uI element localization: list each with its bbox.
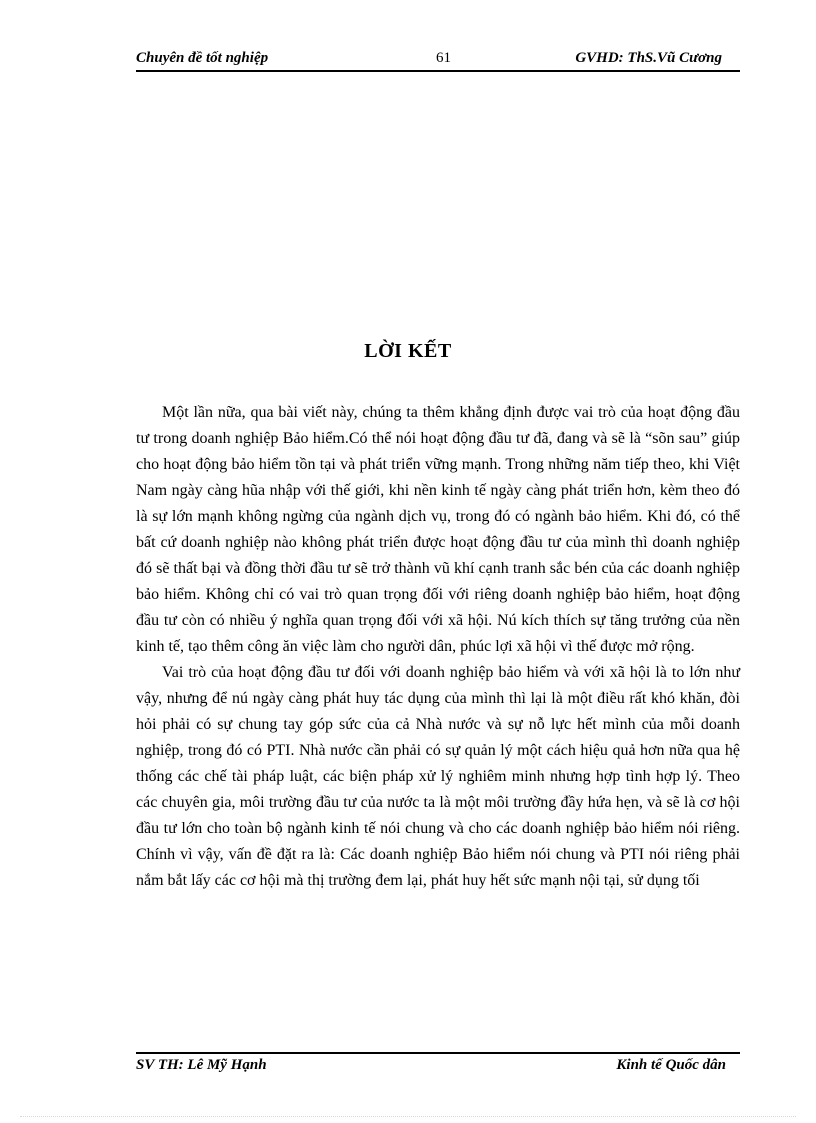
page-number: 61 xyxy=(436,50,451,66)
footer-student: SV TH: Lê Mỹ Hạnh xyxy=(136,1057,267,1073)
paragraph-2: Vai trò của hoạt động đầu tư đối với doanh nghiệp bảo hiểm và với xã hội là to lớn như vậy, nhưng để nú ngày càng phát huy tác dụng của mình thì lại là một điều rất khó khăn, đòi hỏi phải có sự chung tay góp sức của cả Nhà nước và sự nỗ lực hết mình của mỗi doanh nghiệp, trong đó có PTI. Nhà nước cần phải có sự quản lý một cách hiệu quả hơn nữa qua hệ thống các chế tài pháp luật, các biện pháp xử lý nghiêm minh nhưng hợp tình hợp lý. Theo các chuyên gia, môi trường đầu tư của nước ta là một môi trường đầy hứa hẹn, và sẽ là cơ hội đầu tư lớn cho toàn bộ ngành kinh tế nói chung và cho các doanh nghiệp bảo hiểm nói riêng. Chính vì vậy, vấn đề đặt ra là: Các doanh nghiệp Bảo hiểm nói chung và PTI nói riêng phải nắm bắt lấy các cơ hội mà thị trường đem lại, phát huy hết sức mạnh nội tại, sử dụng tối xyxy=(136,664,740,889)
page-header xyxy=(136,48,740,72)
footer-university: Kinh tế Quốc dân xyxy=(616,1057,726,1073)
section-title: LỜI KẾT xyxy=(364,340,452,362)
page-edge-divider xyxy=(20,1116,796,1117)
header-supervisor: GVHD: ThS.Vũ Cương xyxy=(575,50,722,66)
paragraph-1: Một lần nữa, qua bài viết này, chúng ta thêm khẳng định được vai trò của hoạt động đầu tư trong doanh nghiệp Bảo hiểm.Có thể nói hoạt động đầu tư đã, đang và sẽ là “sõn sau” giúp cho hoạt động bảo hiểm tồn tại và phát triển vững mạnh. Trong những năm tiếp theo, khi Việt Nam ngày càng hũa nhập với thế giới, khi nền kinh tế ngày càng phát triển hơn, kèm theo đó là sự lớn mạnh không ngừng của ngành dịch vụ, trong đó có ngành bảo hiểm. Khi đó, có thể bất cứ doanh nghiệp nào không phát triển được hoạt động đầu tư của mình thì doanh nghiệp đó sẽ thất bại và đồng thời đầu tư sẽ trở thành vũ khí cạnh tranh sắc bén của các doanh nghiệp bảo hiểm. Không chỉ có vai trò quan trọng đối với riêng doanh nghiệp bảo hiểm, hoạt động đầu tư còn có nhiều ý nghĩa quan trọng đối với xã hội. Nú kích thích sự tăng trưởng của nền kinh tế, tạo thêm công ăn việc làm cho người dân, phúc lợi xã hội vì thế được mở rộng. xyxy=(136,404,740,655)
body-text xyxy=(136,400,740,894)
header-document-type: Chuyên đề tốt nghiệp xyxy=(136,50,269,66)
page-footer xyxy=(136,1052,740,1078)
